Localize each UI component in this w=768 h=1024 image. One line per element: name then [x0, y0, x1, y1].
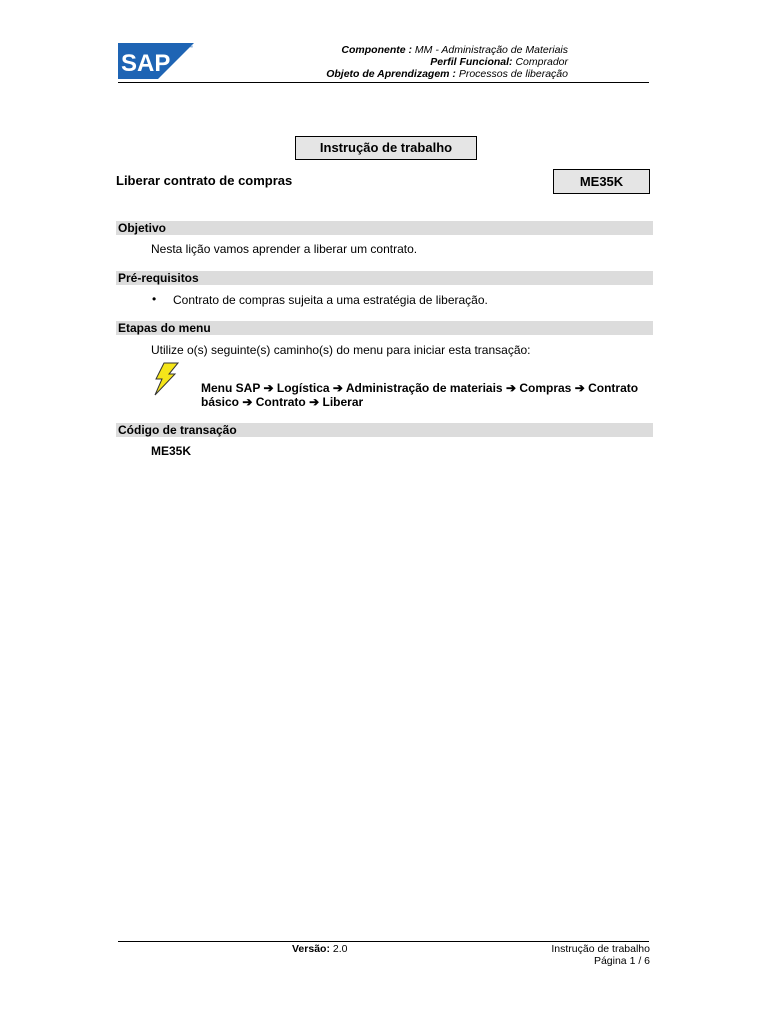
header-componente: Componente : MM - Administração de Materiais	[341, 44, 568, 56]
prerequisito-item: Contrato de compras sujeita a uma estratégia de liberação.	[173, 293, 488, 307]
menu-path	[201, 381, 651, 409]
transaction-code-box: ME35K	[553, 169, 650, 194]
menu-path-step: Liberar	[322, 395, 364, 409]
section-heading-prerequisitos: Pré-requisitos	[116, 271, 653, 285]
menu-path-step: Contrato	[255, 395, 306, 409]
menu-path-step: Logística	[276, 381, 330, 395]
section-heading-codigo: Código de transação	[116, 423, 653, 437]
sap-logo-text: SAP	[121, 50, 171, 77]
objetivo-text: Nesta lição vamos aprender a liberar um contrato.	[151, 242, 418, 256]
menu-path-step: Menu SAP	[201, 381, 261, 395]
menu-path-step: Compras	[519, 381, 572, 395]
lightning-icon	[150, 362, 180, 396]
section-heading-objetivo: Objetivo	[116, 221, 653, 235]
header-info	[250, 44, 568, 80]
section-heading-etapas: Etapas do menu	[116, 321, 653, 335]
svg-text:™: ™	[188, 45, 193, 51]
footer-doc-info	[480, 943, 650, 967]
sap-logo	[118, 43, 196, 81]
footer-version: Versão: 2.0	[292, 943, 348, 955]
arrow-icon: ➔	[332, 381, 343, 395]
header-perfil: Perfil Funcional: Comprador	[430, 56, 568, 68]
arrow-icon: ➔	[309, 395, 320, 409]
bullet-icon: •	[152, 292, 157, 306]
arrow-icon: ➔	[263, 381, 274, 395]
arrow-icon: ➔	[574, 381, 585, 395]
arrow-icon: ➔	[505, 381, 516, 395]
task-title: Liberar contrato de compras	[116, 173, 293, 188]
menu-path-step: Administração de materiais	[345, 381, 503, 395]
footer-page-number: Página 1 / 6	[593, 955, 650, 967]
transaction-code: ME35K	[151, 444, 192, 458]
footer-doc-type: Instrução de trabalho	[551, 943, 650, 955]
header-divider	[118, 82, 649, 83]
etapas-intro: Utilize o(s) seguinte(s) caminho(s) do menu para iniciar esta transação:	[151, 343, 531, 357]
footer-divider	[118, 941, 649, 942]
menu-path-step: Contrato básico	[201, 381, 639, 409]
arrow-icon: ➔	[242, 395, 253, 409]
document-title: Instrução de trabalho	[295, 136, 477, 160]
header-objeto: Objeto de Aprendizagem : Processos de liberação	[326, 68, 568, 80]
